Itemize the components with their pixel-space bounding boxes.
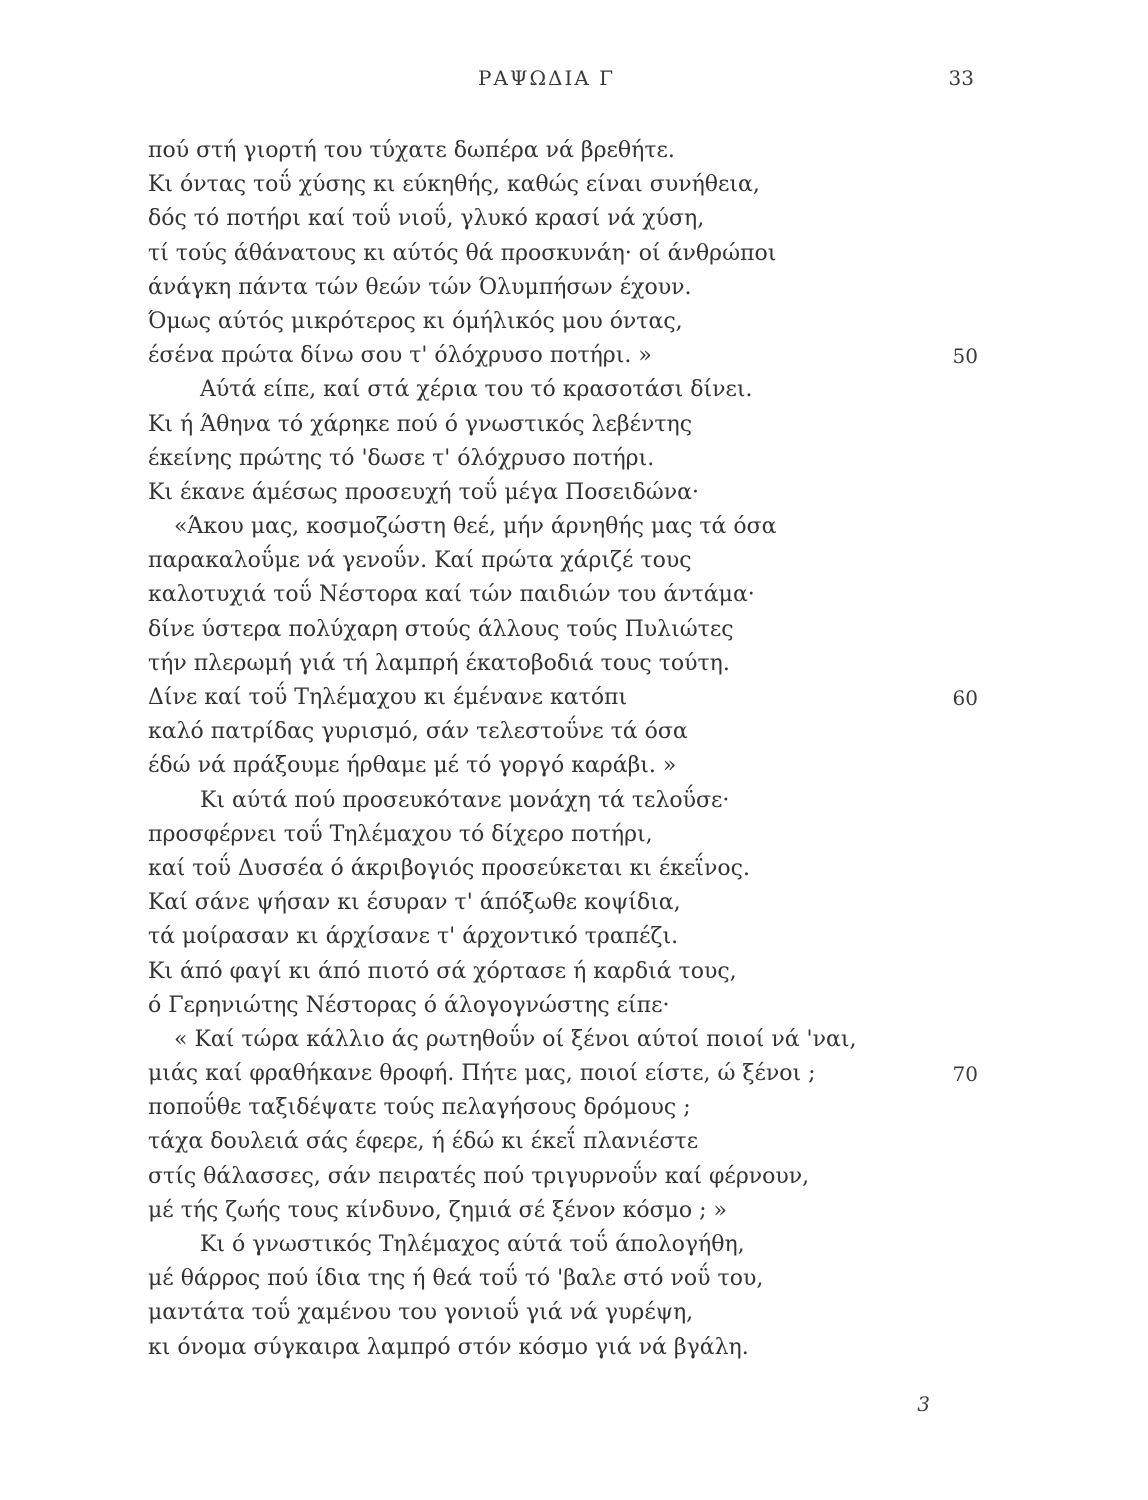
verse-line: [148, 339, 978, 373]
verse-text: έκείνης πρώτης τό 'δωσε τ' όλόχρυσο ποτήρι.: [148, 445, 655, 471]
verse-text: άνάγκη πάντα τών θεών τών Όλυμπήσων έχουν.: [148, 274, 692, 300]
verse-text: Κι αύτά πού προσευκότανε μονάχη τά τελοΰσε·: [200, 787, 730, 813]
verse-text: έδώ νά πράξουμε ήρθαμε μέ τό γοργό καράβι. »: [148, 753, 677, 779]
verse-text: μαντάτα τοΰ χαμένου του γονιοΰ γιά νά γυρέψη,: [148, 1300, 694, 1326]
verse-line: [148, 1160, 978, 1194]
verse-text: στίς θάλασσες, σάν πειρατές πού τριγυρνοΰν καί φέρνουν,: [148, 1163, 810, 1189]
verse-text: παρακαλοΰμε νά γενοΰν. Καί πρώτα χάριζέ τους: [148, 548, 692, 574]
verse-line: [148, 613, 978, 647]
verse-text: Κι ό γνωστικός Τηλέμαχος αύτά τοΰ άπολογήθη,: [200, 1232, 745, 1257]
line-number: 70: [952, 1062, 978, 1087]
verse-text: δός τό ποτήρι καί τοΰ νιοΰ, γλυκό κρασί νά χύση,: [148, 206, 705, 232]
verse-line: [148, 886, 978, 920]
verse-text: « Καί τώρα κάλλιο άς ρωτηθοΰν οί ξένοι αύτοί ποιοί νά 'ναι,: [174, 1026, 857, 1052]
verse-text: πού στή γιορτή του τύχατε δωπέρα νά βρεθήτε.: [148, 138, 675, 163]
verse-text: Καί σάνε ψήσαν κι έσυραν τ' άπόξωθε κοψίδια,: [148, 890, 681, 916]
verse-text: «Άκου μας, κοσμοζώστη θεέ, μήν άρνηθής μας τά όσα: [174, 514, 777, 540]
verse-line: [148, 1194, 978, 1228]
verse-line: [148, 1057, 978, 1091]
verse-line: [148, 202, 978, 236]
verse-text: Όμως αύτός μικρότερος κι όμήλικός μου όντας,: [148, 308, 683, 334]
verse-text: Κι ή Άθηνα τό χάρηκε πού ό γνωστικός λεβέντης: [148, 411, 693, 437]
verse-line: [148, 715, 978, 749]
verse-block: [148, 134, 978, 1365]
verse-line: [148, 818, 978, 852]
running-title: ΡΑΨΩΔΙΑ Γ: [478, 66, 616, 90]
verse-text: τί τούς άθάνατους κι αύτός θά προσκυνάη· οί άνθρώποι: [148, 240, 777, 266]
verse-line: [148, 168, 978, 202]
verse-text: Κι άπό φαγί κι άπό πιοτό σά χόρτασε ή καρδιά τους,: [148, 958, 737, 984]
verse-line: [148, 1262, 978, 1296]
verse-line: [148, 1091, 978, 1125]
verse-line: [148, 1331, 978, 1365]
verse-line: [148, 989, 978, 1023]
verse-text: Αύτά είπε, καί στά χέρια του τό κρασοτάσι δίνει.: [200, 377, 753, 403]
verse-line: [148, 408, 978, 442]
verse-line: [148, 578, 978, 612]
verse-text: καί τοΰ Δυσσέα ό άκριβογιός προσεύκεται κι έκεΐνος.: [148, 855, 750, 881]
verse-line: [148, 647, 978, 681]
verse-line: [148, 1296, 978, 1330]
verse-line: [148, 749, 978, 783]
verse-text: προσφέρνει τοΰ Τηλέμαχου τό δίχερο ποτήρι,: [148, 821, 653, 847]
verse-text: έσένα πρώτα δίνω σου τ' όλόχρυσο ποτήρι. »: [148, 343, 652, 369]
verse-line: [148, 305, 978, 339]
verse-line: [148, 373, 978, 407]
verse-text: μέ θάρρος πού ίδια της ή θεά τοΰ τό 'βαλε στό νοΰ του,: [148, 1266, 764, 1292]
verse-text: τάχα δουλειά σάς έφερε, ή έδώ κι έκεΐ πλανιέστε: [148, 1129, 699, 1155]
verse-line: [148, 510, 978, 544]
verse-line: [148, 852, 978, 886]
verse-line: [148, 544, 978, 578]
verse-text: ό Γερηνιώτης Νέστορας ό άλογογνώστης είπε·: [148, 992, 670, 1018]
verse-text: ποποΰθε ταξιδέψατε τούς πελαγήσους δρόμους ;: [148, 1095, 691, 1121]
verse-line: [148, 1125, 978, 1159]
page-number: 33: [948, 66, 974, 90]
verse-line: [148, 271, 978, 305]
verse-text: δίνε ύστερα πολύχαρη στούς άλλους τούς Πυλιώτες: [148, 616, 734, 642]
verse-line: [148, 784, 978, 818]
verse-text: τήν πλερωμή γιά τή λαμπρή έκατοβοδιά τους τούτη.: [148, 650, 730, 676]
verse-text: κι όνομα σύγκαιρα λαμπρό στόν κόσμο γιά νά βγάλη.: [148, 1334, 749, 1360]
verse-text: καλό πατρίδας γυρισμό, σάν τελεστοΰνε τά όσα: [148, 719, 688, 745]
verse-line: [148, 476, 978, 510]
verse-line: [148, 955, 978, 989]
line-number: 50: [952, 344, 978, 369]
verse-text: Δίνε καί τοΰ Τηλέμαχου κι έμένανε κατόπι: [148, 685, 628, 710]
signature-mark: 3: [917, 1392, 930, 1416]
verse-text: Κι έκανε άμέσως προσευχή τοΰ μέγα Ποσειδώνα·: [148, 479, 699, 505]
verse-line: [148, 442, 978, 476]
running-head: [0, 66, 1148, 96]
verse-line: [148, 681, 978, 715]
verse-line: [148, 920, 978, 954]
verse-line: [148, 134, 978, 168]
verse-text: καλοτυχιά τοΰ Νέστορα καί τών παιδιών του άντάμα·: [148, 582, 755, 608]
verse-line: [148, 1023, 978, 1057]
verse-line: [148, 1228, 978, 1262]
verse-text: τά μοίρασαν κι άρχίσανε τ' άρχοντικό τραπέζι.: [148, 924, 679, 950]
verse-text: μέ τής ζωής τους κίνδυνο, ζημιά σέ ξένον κόσμο ; »: [148, 1197, 727, 1223]
line-number: 60: [952, 686, 978, 710]
verse-text: μιάς καί φραθήκανε θροφή. Πήτε μας, ποιοί είστε, ώ ξένοι ;: [148, 1061, 816, 1087]
verse-text: Κι όντας τοΰ χύσης κι εύκηθής, καθώς είναι συνήθεια,: [148, 172, 760, 198]
verse-line: [148, 237, 978, 271]
